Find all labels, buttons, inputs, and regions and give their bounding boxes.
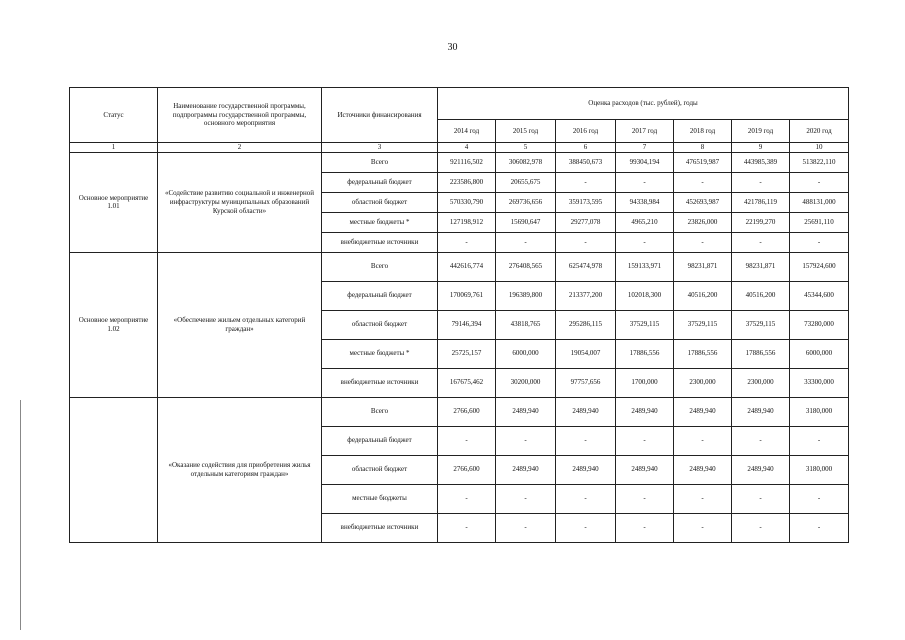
expense-value-cell: 20655,675	[496, 172, 556, 192]
expense-value-cell: -	[438, 426, 496, 455]
funding-source-cell: федеральный бюджет	[322, 172, 438, 192]
expense-value-cell: 97757,656	[556, 368, 616, 397]
status-cell	[70, 397, 158, 542]
expense-value-cell: 6000,000	[496, 339, 556, 368]
expense-value-cell: -	[732, 172, 790, 192]
expense-value-cell: 2489,940	[616, 455, 674, 484]
expense-value-cell: -	[790, 484, 849, 513]
page-number: 30	[447, 42, 458, 53]
expense-value-cell: -	[732, 426, 790, 455]
expense-value-cell: -	[674, 484, 732, 513]
expense-value-cell: 452693,987	[674, 192, 732, 212]
table-header	[70, 88, 849, 153]
column-number: 3	[322, 143, 438, 153]
expense-value-cell: -	[496, 426, 556, 455]
expense-value-cell: 167675,462	[438, 368, 496, 397]
expense-value-cell: 25691,110	[790, 212, 849, 232]
expense-value-cell: 170069,761	[438, 281, 496, 310]
expense-value-cell: -	[496, 232, 556, 252]
expense-value-cell: 2489,940	[674, 397, 732, 426]
expense-value-cell: -	[732, 484, 790, 513]
funding-source-cell: областной бюджет	[322, 310, 438, 339]
expense-value-cell: -	[732, 232, 790, 252]
funding-source-cell: Всего	[322, 397, 438, 426]
budget-table	[69, 87, 849, 543]
expense-value-cell: -	[674, 172, 732, 192]
funding-source-cell: внебюджетные источники	[322, 368, 438, 397]
program-name-cell: «Содействие развитию социальной и инженерной инфраструктуры муниципальных образований Курской области»	[158, 152, 322, 252]
expense-value-cell: 2489,940	[496, 455, 556, 484]
expense-value-cell: 25725,157	[438, 339, 496, 368]
expense-value-cell: 2300,000	[732, 368, 790, 397]
expense-value-cell: -	[556, 513, 616, 542]
expense-value-cell: 40516,200	[732, 281, 790, 310]
expense-value-cell: 4965,210	[616, 212, 674, 232]
expense-value-cell: -	[674, 513, 732, 542]
column-number: 7	[616, 143, 674, 153]
expense-value-cell: -	[556, 172, 616, 192]
funding-source-cell: Всего	[322, 152, 438, 172]
expense-value-cell: -	[556, 232, 616, 252]
expense-value-cell: 223586,800	[438, 172, 496, 192]
expense-value-cell: 388450,673	[556, 152, 616, 172]
expense-value-cell: 625474,978	[556, 252, 616, 281]
expense-value-cell: 295286,115	[556, 310, 616, 339]
expense-value-cell: 476519,987	[674, 152, 732, 172]
column-number: 6	[556, 143, 616, 153]
expense-value-cell: -	[438, 232, 496, 252]
status-cell: Основное мероприятие 1.01	[70, 152, 158, 252]
expense-value-cell: -	[732, 513, 790, 542]
program-name-cell: «Оказание содействия для приобретения жилья отдельным категориям граждан»	[158, 397, 322, 542]
funding-source-cell: местные бюджеты	[322, 484, 438, 513]
expense-value-cell: -	[674, 426, 732, 455]
header-year: 2019 год	[732, 120, 790, 143]
funding-source-cell: областной бюджет	[322, 192, 438, 212]
expense-value-cell: 488131,000	[790, 192, 849, 212]
expense-value-cell: -	[790, 172, 849, 192]
expense-value-cell: 29277,078	[556, 212, 616, 232]
expense-value-cell: 2766,600	[438, 397, 496, 426]
expense-value-cell: 40516,200	[674, 281, 732, 310]
expense-value-cell: 19054,007	[556, 339, 616, 368]
expense-value-cell: -	[438, 513, 496, 542]
expense-value-cell: 37529,115	[674, 310, 732, 339]
table-body	[70, 152, 849, 542]
expense-value-cell: 37529,115	[732, 310, 790, 339]
funding-source-cell: внебюджетные источники	[322, 513, 438, 542]
header-name: Наименование государственной программы, подпрограммы государственной программы, основного мероприятия	[158, 88, 322, 143]
expense-value-cell: 1700,000	[616, 368, 674, 397]
expense-value-cell: -	[616, 172, 674, 192]
expense-value-cell: 99304,194	[616, 152, 674, 172]
expense-value-cell: 33300,000	[790, 368, 849, 397]
expense-value-cell: 127198,912	[438, 212, 496, 232]
expense-value-cell: 94338,984	[616, 192, 674, 212]
expense-value-cell: 22199,270	[732, 212, 790, 232]
expense-value-cell: -	[790, 513, 849, 542]
expense-value-cell: 269736,656	[496, 192, 556, 212]
column-number: 2	[158, 143, 322, 153]
expense-value-cell: 6000,000	[790, 339, 849, 368]
expense-value-cell: 2489,940	[496, 397, 556, 426]
header-year: 2018 год	[674, 120, 732, 143]
expense-value-cell: 17886,556	[674, 339, 732, 368]
expense-value-cell: 17886,556	[732, 339, 790, 368]
expense-value-cell: 98231,871	[674, 252, 732, 281]
header-status: Статус	[70, 88, 158, 143]
expense-value-cell: -	[616, 484, 674, 513]
expense-value-cell: 2766,600	[438, 455, 496, 484]
column-number: 4	[438, 143, 496, 153]
status-cell: Основное мероприятие 1.02	[70, 252, 158, 397]
expense-value-cell: 45344,600	[790, 281, 849, 310]
expense-value-cell: 196389,800	[496, 281, 556, 310]
expense-value-cell: 30200,000	[496, 368, 556, 397]
header-sources: Источники финансирования	[322, 88, 438, 143]
header-year: 2020 год	[790, 120, 849, 143]
funding-source-cell: местные бюджеты *	[322, 212, 438, 232]
expense-value-cell: -	[790, 232, 849, 252]
expense-value-cell: 2489,940	[732, 397, 790, 426]
funding-source-cell: федеральный бюджет	[322, 281, 438, 310]
expense-value-cell: 2489,940	[674, 455, 732, 484]
expense-value-cell: 3180,000	[790, 455, 849, 484]
expense-value-cell: 421786,119	[732, 192, 790, 212]
expense-value-cell: 306082,978	[496, 152, 556, 172]
column-number-row	[70, 143, 849, 153]
expense-value-cell: -	[674, 232, 732, 252]
program-name-cell: «Обеспечение жильем отдельных категорий граждан»	[158, 252, 322, 397]
expense-value-cell: -	[496, 513, 556, 542]
column-number: 9	[732, 143, 790, 153]
expense-value-cell: -	[616, 232, 674, 252]
expense-value-cell: 102018,300	[616, 281, 674, 310]
expense-value-cell: 159133,971	[616, 252, 674, 281]
funding-source-cell: федеральный бюджет	[322, 426, 438, 455]
expense-value-cell: -	[556, 426, 616, 455]
table-row	[70, 252, 849, 281]
expense-value-cell: 43818,765	[496, 310, 556, 339]
expense-value-cell: 442616,774	[438, 252, 496, 281]
column-number: 5	[496, 143, 556, 153]
expense-value-cell: 2489,940	[556, 455, 616, 484]
expense-value-cell: 17886,556	[616, 339, 674, 368]
expense-value-cell: -	[616, 513, 674, 542]
expense-value-cell: 2489,940	[616, 397, 674, 426]
table-row	[70, 397, 849, 426]
expense-value-cell: 157924,600	[790, 252, 849, 281]
funding-source-cell: местные бюджеты *	[322, 339, 438, 368]
column-number: 8	[674, 143, 732, 153]
expense-value-cell: 73280,000	[790, 310, 849, 339]
funding-source-cell: внебюджетные источники	[322, 232, 438, 252]
header-year: 2014 год	[438, 120, 496, 143]
expense-value-cell: 15690,647	[496, 212, 556, 232]
header-year: 2017 год	[616, 120, 674, 143]
expense-value-cell: 359173,595	[556, 192, 616, 212]
expense-value-cell: -	[438, 484, 496, 513]
expense-value-cell: -	[556, 484, 616, 513]
expense-value-cell: 2489,940	[732, 455, 790, 484]
expense-value-cell: 98231,871	[732, 252, 790, 281]
column-number: 10	[790, 143, 849, 153]
table-row	[70, 152, 849, 172]
expense-value-cell: 23826,000	[674, 212, 732, 232]
expense-value-cell: 921116,502	[438, 152, 496, 172]
expense-value-cell: 513822,110	[790, 152, 849, 172]
expense-value-cell: 3180,000	[790, 397, 849, 426]
funding-source-cell: областной бюджет	[322, 455, 438, 484]
header-estimate: Оценка расходов (тыс. рублей), годы	[438, 88, 849, 120]
header-year: 2016 год	[556, 120, 616, 143]
expense-value-cell: 2489,940	[556, 397, 616, 426]
expense-value-cell: 37529,115	[616, 310, 674, 339]
expense-value-cell: 79146,394	[438, 310, 496, 339]
expense-value-cell: 276408,565	[496, 252, 556, 281]
expense-value-cell: 213377,200	[556, 281, 616, 310]
expense-value-cell: 2300,000	[674, 368, 732, 397]
header-year: 2015 год	[496, 120, 556, 143]
margin-rule	[20, 400, 21, 630]
expense-value-cell: -	[496, 484, 556, 513]
expense-value-cell: 443985,389	[732, 152, 790, 172]
column-number: 1	[70, 143, 158, 153]
expense-value-cell: -	[790, 426, 849, 455]
expense-value-cell: 570330,790	[438, 192, 496, 212]
funding-source-cell: Всего	[322, 252, 438, 281]
expense-value-cell: -	[616, 426, 674, 455]
